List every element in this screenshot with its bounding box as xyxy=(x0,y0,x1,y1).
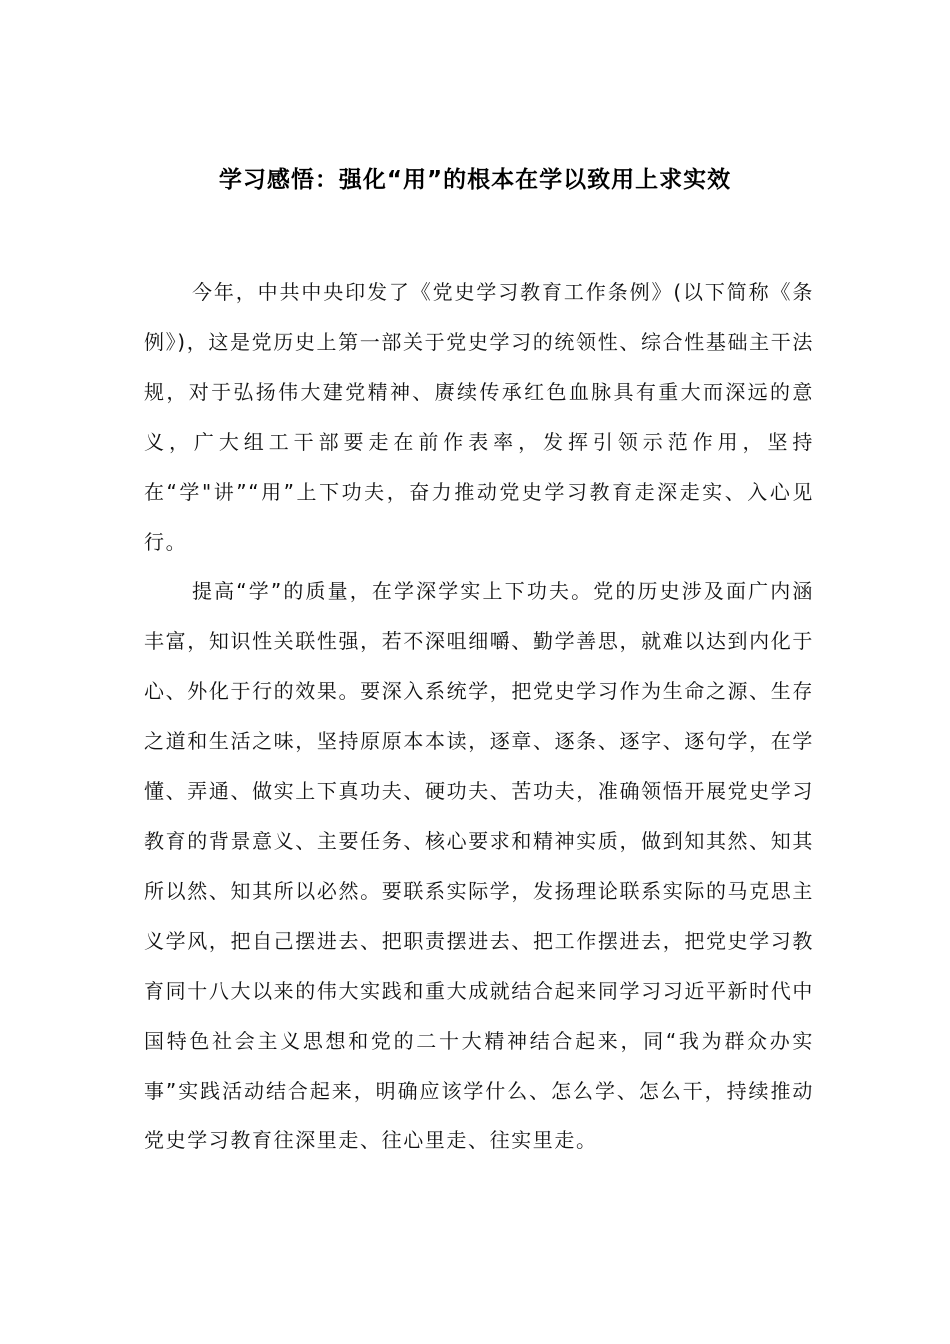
paragraph-2: 提高“学”的质量，在学深学实上下功夫。党的历史涉及面广内涵丰富，知识性关联性强，若不深咀细嚼、勤学善思，就难以达到内化于心、外化于行的效果。要深入系统学，把党史学习作为生命之源、生存之道和生活之味，坚持原原本本读，逐章、逐条、逐字、逐句学，在学懂、弄通、做实上下真功夫、硬功夫、苦功夫，准确领悟开展党史学习教育的背景意义、主要任务、核心要求和精神实质，做到知其然、知其所以然、知其所以必然。要联系实际学，发扬理论联系实际的马克思主义学风，把自己摆进去、把职责摆进去、把工作摆进去，把党史学习教育同十八大以来的伟大实践和重大成就结合起来同学习习近平新时代中国特色社会主义思想和党的二十大精神结合起来，同“我为群众办实事”实践活动结合起来，明确应该学什么、怎么学、怎么干，持续推动党史学习教育往深里走、往心里走、往实里走。 xyxy=(144,579,814,1153)
paragraph-1: 今年，中共中央印发了《党史学习教育工作条例》(以下简称《条例》)，这是党历史上第一部关于党史学习的统领性、综合性基础主干法规，对于弘扬伟大建党精神、赓续传承红色血脉具有重大而深远的意义，广大组工干部要走在前作表率，发挥引领示范作用，坚持在“学"讲”“用”上下功夫，奋力推动党史学习教育走深走实、入心见行。 xyxy=(144,280,814,554)
document-body xyxy=(144,268,814,1166)
document-title: 学习感悟：强化“用”的根本在学以致用上求实效 xyxy=(218,167,732,193)
